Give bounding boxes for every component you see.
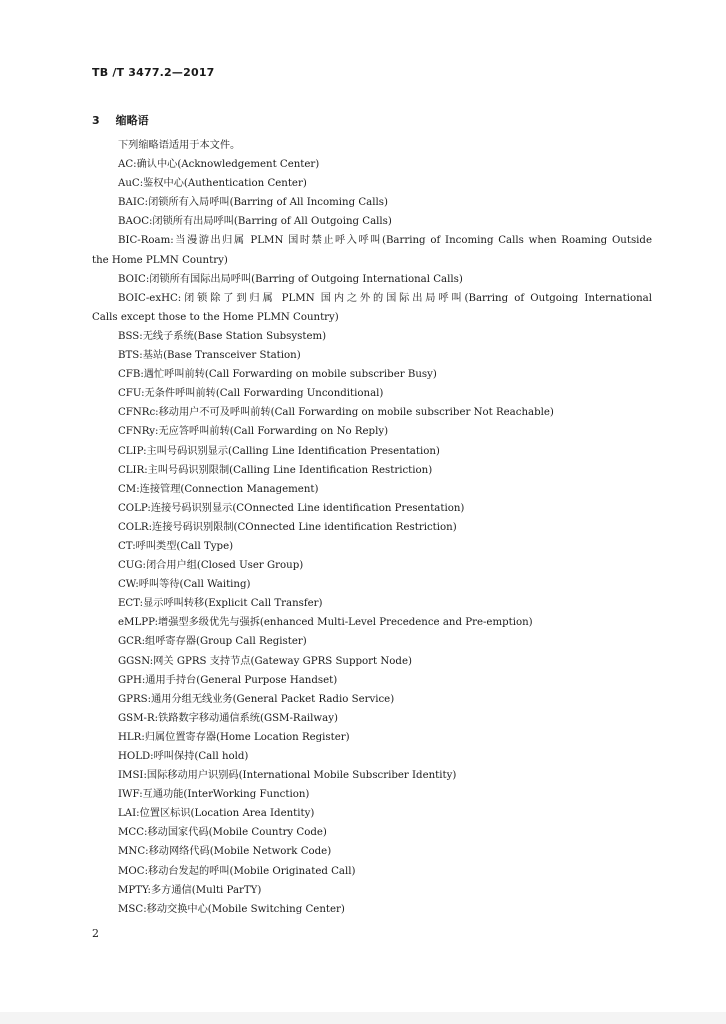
section-title: 缩略语 (115, 114, 149, 127)
page-number: 2 (92, 927, 99, 940)
list-item: GSM-R:铁路数字移动通信系统(GSM-Railway) (118, 712, 338, 724)
list-item: BIC-Roam:当漫游出归属 PLMN 国时禁止呼入呼叫(Barring of Incoming Calls when Roaming Outside (118, 235, 652, 247)
list-item: CM:连接管理(Connection Management) (118, 483, 319, 495)
list-item: MPTY:多方通信(Multi ParTY) (118, 884, 262, 896)
list-item: HLR:归属位置寄存器(Home Location Register) (118, 731, 350, 743)
scan-footer-band (0, 1012, 726, 1024)
list-item: CLIR:主叫号码识别限制(Calling Line Identification Restriction) (118, 464, 433, 476)
list-item: eMLPP:增强型多级优先与强拆(enhanced Multi-Level Precedence and Pre-emption) (118, 617, 533, 629)
list-item: BOIC-exHC:闭锁除了到归属 PLMN 国内之外的国际出局呼叫(Barring of Outgoing International (118, 292, 652, 304)
intro-text: 下列缩略语适用于本文件。 (118, 140, 241, 151)
list-item: CT:呼叫类型(Call Type) (118, 540, 234, 552)
list-item: GPRS:通用分组无线业务(General Packet Radio Service) (118, 693, 395, 705)
list-item: COLR:连接号码识别限制(COnnected Line identification Restriction) (118, 521, 457, 533)
list-item: IWF:互通功能(InterWorking Function) (118, 789, 310, 801)
list-item: CFB:遇忙呼叫前转(Call Forwarding on mobile subscriber Busy) (118, 369, 437, 381)
list-item: CW:呼叫等待(Call Waiting) (118, 579, 251, 591)
list-item: BTS:基站(Base Transceiver Station) (118, 350, 301, 362)
list-item: GGSN:网关 GPRS 支持节点(Gateway GPRS Support Node) (118, 655, 412, 667)
list-item: AuC:鉴权中心(Authentication Center) (118, 178, 307, 190)
list-item-continuation: Calls except those to the Home PLMN Country) (92, 311, 339, 323)
list-item: AC:确认中心(Acknowledgement Center) (118, 159, 320, 171)
list-item-continuation: the Home PLMN Country) (92, 254, 228, 266)
list-item: GCR:组呼寄存器(Group Call Register) (118, 636, 307, 648)
section-number: 3 (92, 114, 100, 127)
abbreviation-list (92, 136, 652, 919)
list-item: BOIC:闭锁所有国际出局呼叫(Barring of Outgoing International Calls) (118, 273, 463, 285)
list-item: CUG:闭合用户组(Closed User Group) (118, 560, 304, 572)
list-item: CLIP:主叫号码识别显示(Calling Line Identification Presentation) (118, 445, 440, 457)
list-item: ECT:显示呼叫转移(Explicit Call Transfer) (118, 598, 323, 610)
list-item: MNC:移动网络代码(Mobile Network Code) (118, 846, 332, 858)
list-item: GPH:通用手持台(General Purpose Handset) (118, 674, 338, 686)
list-item: MSC:移动交换中心(Mobile Switching Center) (118, 903, 345, 915)
list-item: BSS:无线子系统(Base Station Subsystem) (118, 330, 327, 342)
list-item: IMSI:国际移动用户识别码(International Mobile Subscriber Identity) (118, 770, 457, 782)
document-header: TB /T 3477.2—2017 (92, 66, 215, 79)
section-heading (92, 112, 149, 128)
list-item: MOC:移动台发起的呼叫(Mobile Originated Call) (118, 865, 356, 877)
list-item: HOLD:呼叫保持(Call hold) (118, 751, 249, 762)
list-item: COLP:连接号码识别显示(COnnected Line identification Presentation) (118, 502, 465, 514)
list-item: BAIC:闭锁所有入局呼叫(Barring of All Incoming Calls) (118, 197, 388, 209)
list-item: MCC:移动国家代码(Mobile Country Code) (118, 827, 327, 839)
list-item: BAOC:闭锁所有出局呼叫(Barring of All Outgoing Calls) (118, 216, 392, 228)
list-item: CFNRy:无应答呼叫前转(Call Forwarding on No Reply) (118, 426, 389, 438)
list-item: CFU:无条件呼叫前转(Call Forwarding Unconditional) (118, 388, 384, 400)
list-item: CFNRc:移动用户不可及呼叫前转(Call Forwarding on mobile subscriber Not Reachable) (118, 407, 554, 419)
list-item: LAI:位置区标识(Location Area Identity) (118, 808, 315, 820)
